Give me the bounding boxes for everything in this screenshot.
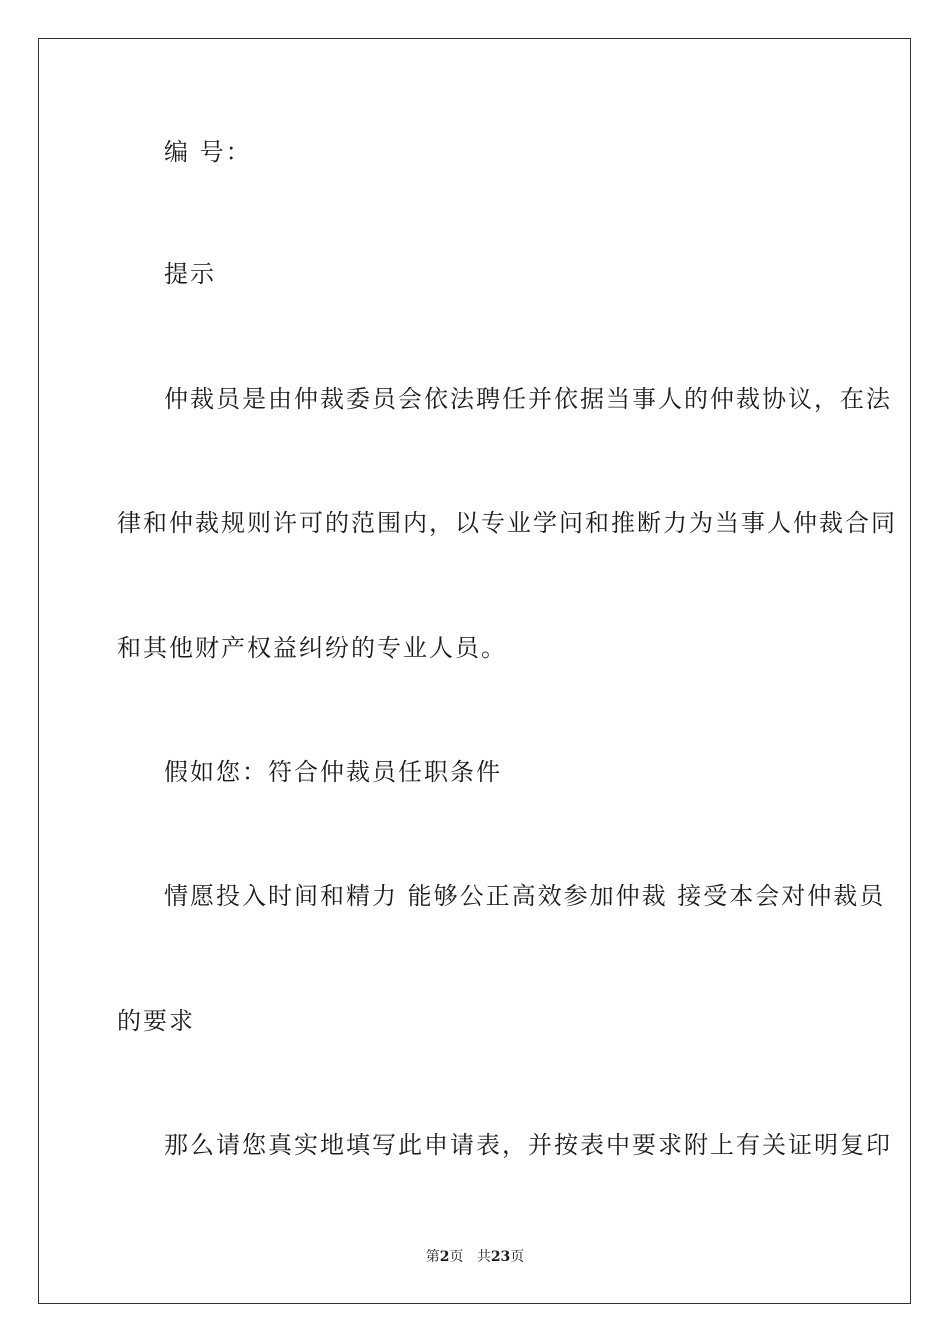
page-border — [38, 38, 911, 1304]
paragraph-line-6: 的要求 — [117, 1007, 195, 1035]
hint-title: 提示 — [164, 260, 216, 288]
footer-total-prefix: 共 — [476, 1249, 491, 1265]
document-number-label: 编 号： — [164, 138, 252, 166]
paragraph-line-3: 和其他财产权益纠纷的专业人员。 — [117, 634, 507, 662]
footer-total-suffix: 页 — [510, 1249, 525, 1265]
paragraph-line-5: 情愿投入时间和精力 能够公正高效参加仲裁 接受本会对仲裁员 — [164, 882, 886, 910]
paragraph-line-2: 律和仲裁规则许可的范围内，以专业学问和推断力为当事人仲裁合同 — [117, 509, 897, 537]
paragraph-line-4: 假如您：符合仲裁员任职条件 — [164, 758, 502, 786]
paragraph-line-1: 仲裁员是由仲裁委员会依法聘任并依据当事人的仲裁协议，在法 — [164, 385, 892, 413]
paragraph-line-7: 那么请您真实地填写此申请表，并按表中要求附上有关证明复印 — [164, 1131, 892, 1159]
footer-page-suffix: 页 — [449, 1249, 464, 1265]
page-footer — [0, 1247, 950, 1267]
footer-page-number: 2 — [439, 1249, 450, 1265]
footer-page-prefix: 第 — [425, 1249, 440, 1265]
footer-total-pages: 23 — [490, 1249, 511, 1265]
